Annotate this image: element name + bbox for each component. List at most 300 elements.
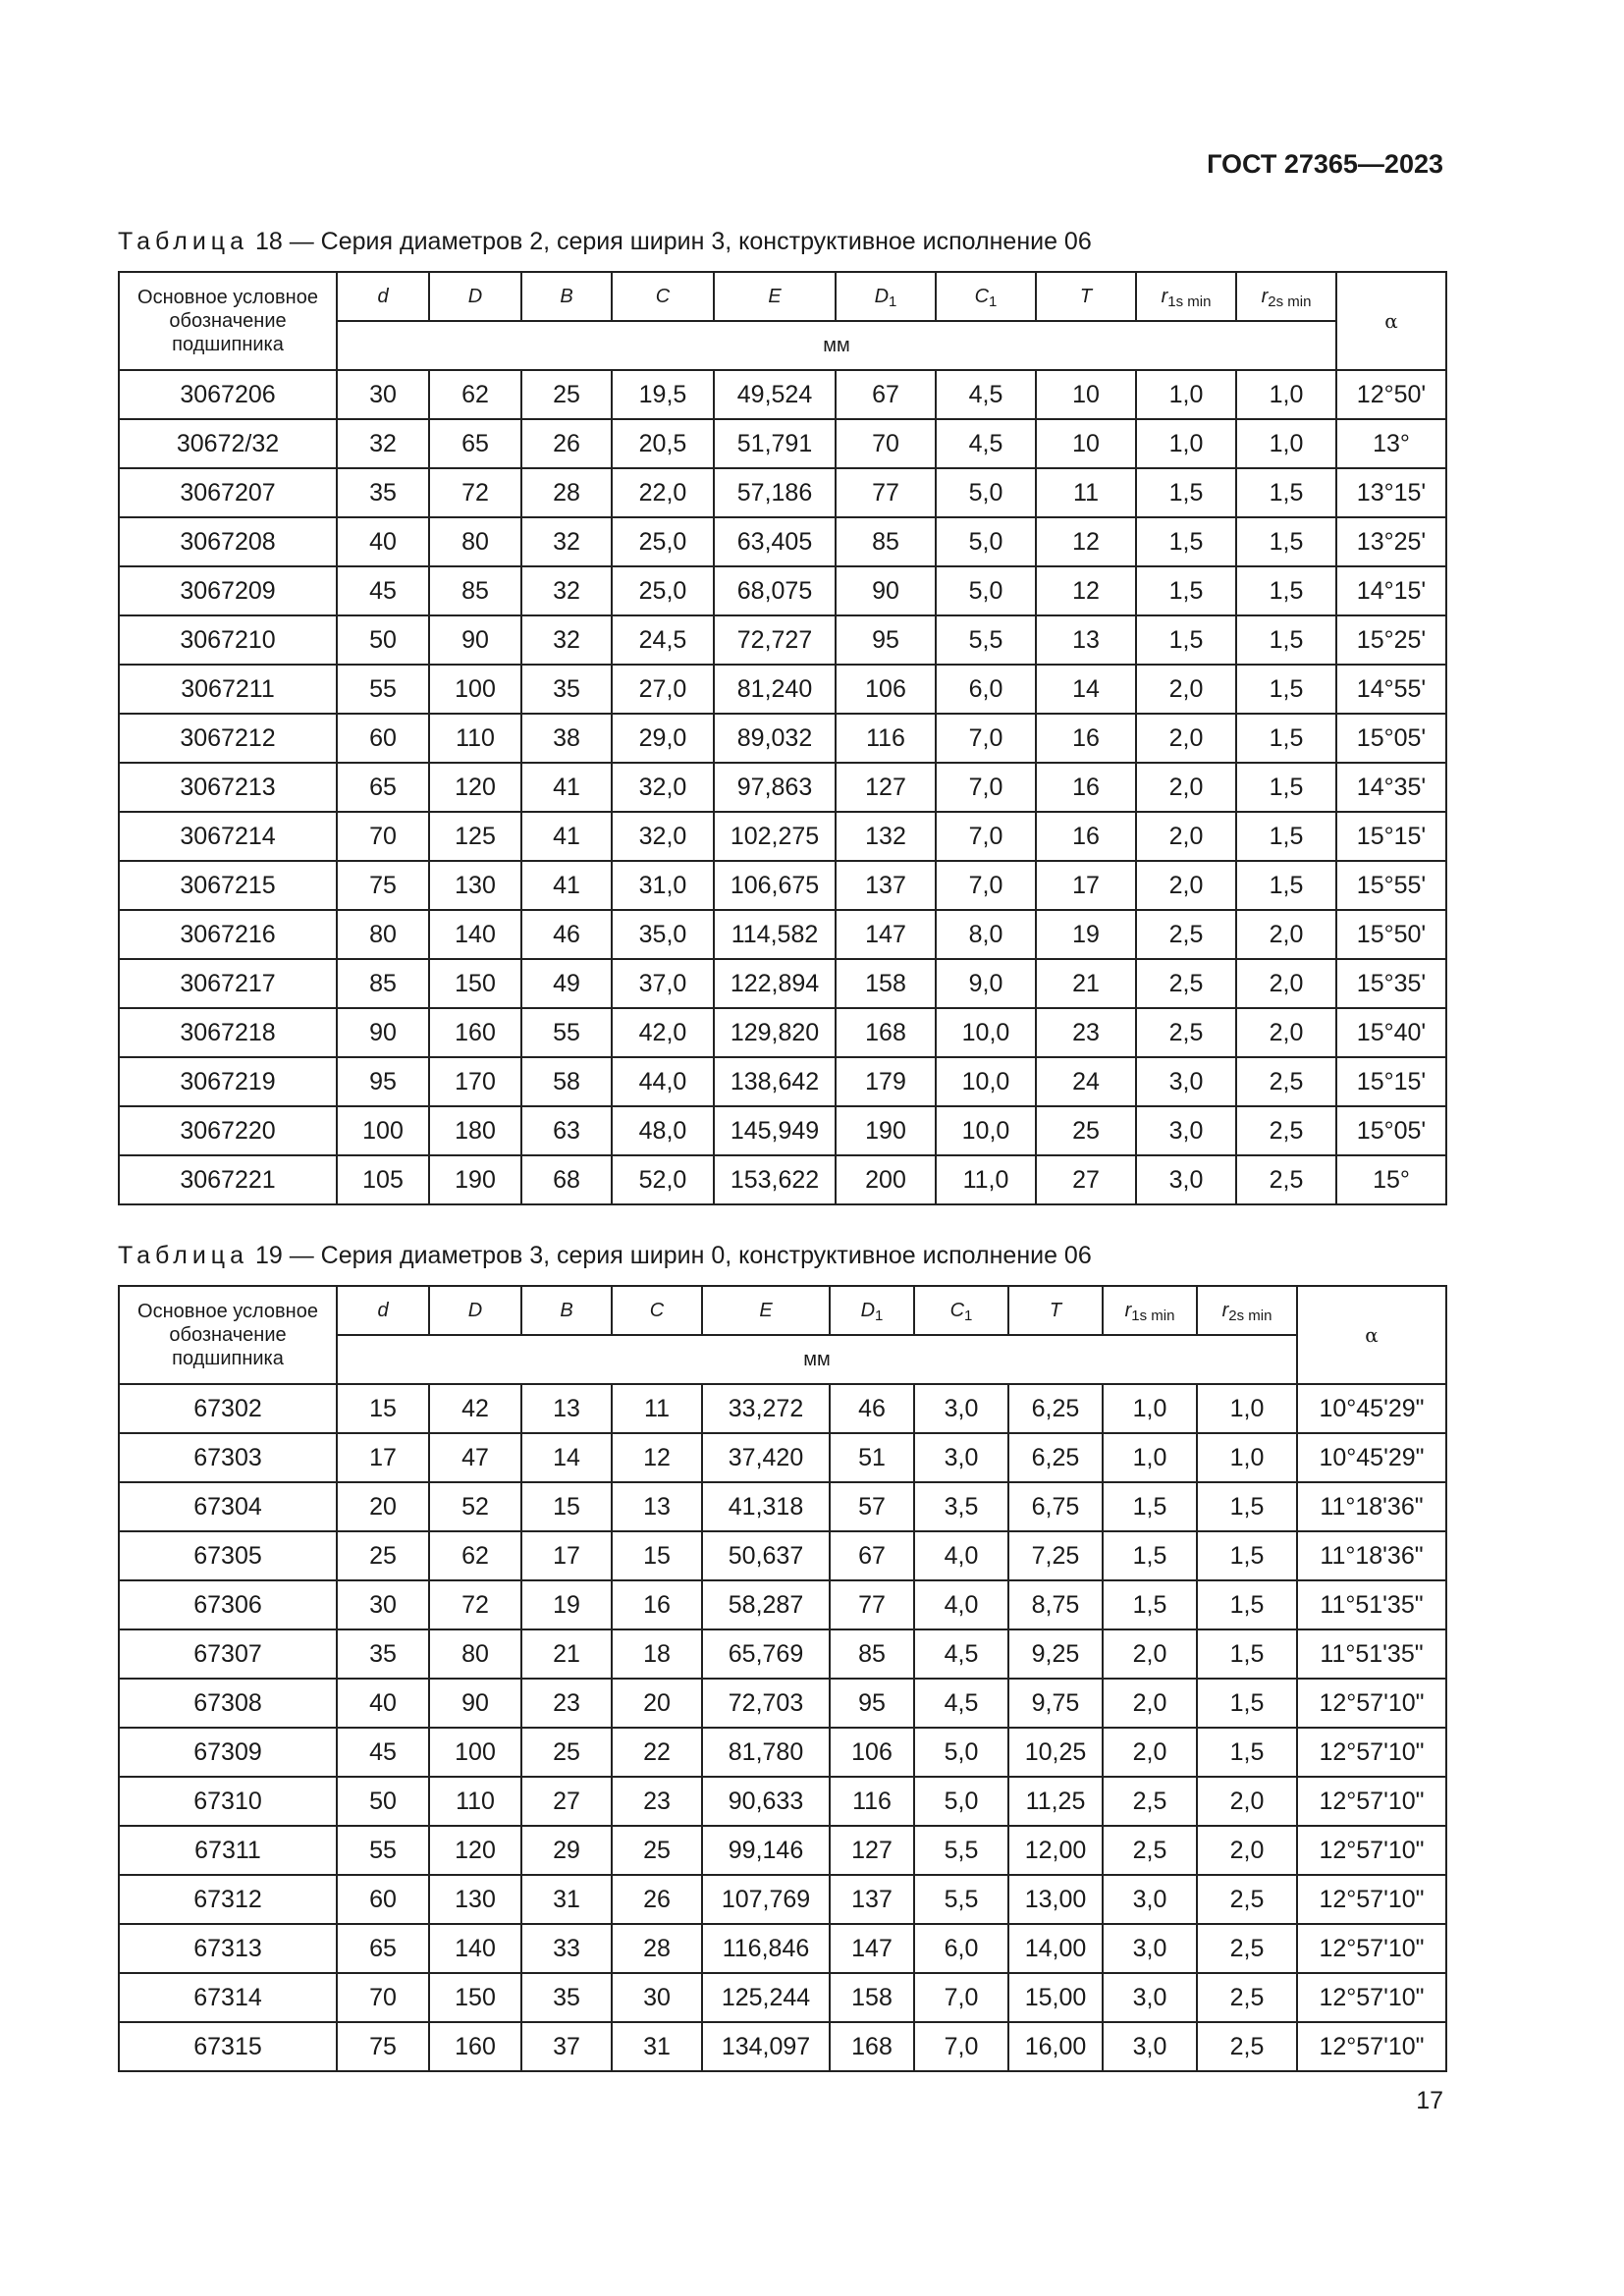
table-cell: 30672/32	[119, 419, 337, 468]
table18-col-r1: $r_{1s min}$	[1136, 272, 1236, 321]
table-cell: 67312	[119, 1875, 337, 1924]
table-cell: 67	[836, 370, 936, 419]
table-cell: 4,5	[914, 1679, 1008, 1728]
table-cell: 1,5	[1197, 1531, 1297, 1580]
table-cell: 1,0	[1197, 1384, 1297, 1433]
table-cell: 11,0	[936, 1155, 1036, 1204]
table-cell: 4,5	[936, 419, 1036, 468]
table-cell: 2,5	[1136, 910, 1236, 959]
table-cell: 25	[521, 370, 612, 419]
table-cell: 8,75	[1008, 1580, 1103, 1629]
table-cell: 1,5	[1236, 566, 1336, 615]
table-cell: 15°15'	[1336, 1057, 1446, 1106]
table-cell: 3067208	[119, 517, 337, 566]
table-cell: 14°15'	[1336, 566, 1446, 615]
table-cell: 11	[1036, 468, 1136, 517]
table-cell: 137	[830, 1875, 914, 1924]
table-cell: 46	[830, 1384, 914, 1433]
table-cell: 1,0	[1236, 419, 1336, 468]
table-cell: 33,272	[702, 1384, 830, 1433]
table-cell: 24,5	[612, 615, 714, 665]
table-cell: 114,582	[714, 910, 836, 959]
table-cell: 67315	[119, 2022, 337, 2071]
table-cell: 19	[521, 1580, 612, 1629]
table-cell: 41	[521, 861, 612, 910]
table-cell: 120	[429, 1826, 521, 1875]
table-cell: 3,0	[1103, 1875, 1197, 1924]
table-cell: 31	[612, 2022, 702, 2071]
table19-col-B: B	[521, 1286, 612, 1335]
table-cell: 14	[521, 1433, 612, 1482]
table19-col-designation: Основное условное обозначение подшипника	[119, 1286, 337, 1384]
table-cell: 140	[429, 1924, 521, 1973]
table-cell: 2,0	[1197, 1826, 1297, 1875]
table-cell: 9,0	[936, 959, 1036, 1008]
table-cell: 49	[521, 959, 612, 1008]
table18-col-designation: Основное условное обозначение подшипника	[119, 272, 337, 370]
table-cell: 97,863	[714, 763, 836, 812]
table-row	[119, 517, 1446, 566]
table-cell: 63,405	[714, 517, 836, 566]
table-cell: 1,5	[1103, 1531, 1197, 1580]
table-cell: 65	[429, 419, 521, 468]
table-cell: 1,5	[1236, 714, 1336, 763]
table-cell: 2,0	[1236, 959, 1336, 1008]
table19-label: Таблица	[118, 1242, 249, 1269]
table19-title: 19 — Серия диаметров 3, серия ширин 0, конструктивное исполнение 06	[254, 1242, 1092, 1269]
table-cell: 2,0	[1103, 1679, 1197, 1728]
table-row	[119, 763, 1446, 812]
table-cell: 2,5	[1197, 1973, 1297, 2022]
table-row	[119, 1008, 1446, 1057]
table-cell: 70	[337, 812, 429, 861]
table-cell: 1,5	[1236, 861, 1336, 910]
table18-col-B: B	[521, 272, 612, 321]
table-cell: 12°57'10"	[1297, 1973, 1446, 2022]
table-cell: 68,075	[714, 566, 836, 615]
table18-body	[119, 370, 1446, 1204]
table-cell: 160	[429, 1008, 521, 1057]
table-cell: 1,0	[1103, 1433, 1197, 1482]
table-cell: 8,0	[936, 910, 1036, 959]
table-cell: 19	[1036, 910, 1136, 959]
table-cell: 3067215	[119, 861, 337, 910]
table-cell: 81,240	[714, 665, 836, 714]
table19-unit: мм	[337, 1335, 1297, 1384]
table-cell: 50,637	[702, 1531, 830, 1580]
table19-col-r1: $r_{1s min}$	[1103, 1286, 1197, 1335]
table-cell: 49,524	[714, 370, 836, 419]
table-row	[119, 665, 1446, 714]
table-cell: 67303	[119, 1433, 337, 1482]
table-row	[119, 1973, 1446, 2022]
table-row	[119, 1482, 1446, 1531]
table-cell: 12°50'	[1336, 370, 1446, 419]
table-cell: 65	[337, 1924, 429, 1973]
table-row	[119, 1433, 1446, 1482]
table-cell: 3067214	[119, 812, 337, 861]
table-cell: 5,5	[914, 1875, 1008, 1924]
table-cell: 12	[1036, 517, 1136, 566]
table-cell: 95	[836, 615, 936, 665]
table-cell: 25	[1036, 1106, 1136, 1155]
table-cell: 58,287	[702, 1580, 830, 1629]
table-cell: 122,894	[714, 959, 836, 1008]
table-cell: 62	[429, 370, 521, 419]
table-cell: 127	[836, 763, 936, 812]
table-cell: 147	[830, 1924, 914, 1973]
table-cell: 85	[429, 566, 521, 615]
table-cell: 3067219	[119, 1057, 337, 1106]
table-cell: 7,0	[936, 714, 1036, 763]
table-cell: 5,5	[914, 1826, 1008, 1875]
table-cell: 14	[1036, 665, 1136, 714]
table-cell: 17	[1036, 861, 1136, 910]
table-cell: 13°	[1336, 419, 1446, 468]
table19-body	[119, 1384, 1446, 2071]
table-cell: 2,0	[1136, 665, 1236, 714]
table-cell: 14°55'	[1336, 665, 1446, 714]
table-cell: 13°25'	[1336, 517, 1446, 566]
table-cell: 1,5	[1236, 665, 1336, 714]
table-cell: 30	[337, 370, 429, 419]
table-cell: 4,5	[914, 1629, 1008, 1679]
table-row	[119, 370, 1446, 419]
table-cell: 37	[521, 2022, 612, 2071]
table-cell: 2,0	[1103, 1629, 1197, 1679]
table-cell: 5,0	[936, 566, 1036, 615]
table-cell: 14°35'	[1336, 763, 1446, 812]
table-cell: 12°57'10"	[1297, 1924, 1446, 1973]
table-cell: 3067207	[119, 468, 337, 517]
table-cell: 106	[836, 665, 936, 714]
table-cell: 32,0	[612, 812, 714, 861]
table-cell: 55	[337, 665, 429, 714]
table-cell: 26	[612, 1875, 702, 1924]
table-cell: 10°45'29"	[1297, 1384, 1446, 1433]
table-cell: 42,0	[612, 1008, 714, 1057]
table-row	[119, 714, 1446, 763]
table-cell: 1,5	[1236, 812, 1336, 861]
table-cell: 16	[1036, 714, 1136, 763]
table-row	[119, 861, 1446, 910]
table18-unit: мм	[337, 321, 1336, 370]
table-cell: 52	[429, 1482, 521, 1531]
table-cell: 27	[521, 1777, 612, 1826]
table-cell: 13°15'	[1336, 468, 1446, 517]
table-row	[119, 1826, 1446, 1875]
table-cell: 12°57'10"	[1297, 2022, 1446, 2071]
table-cell: 15°	[1336, 1155, 1446, 1204]
table-cell: 12°57'10"	[1297, 1777, 1446, 1826]
table-cell: 25	[521, 1728, 612, 1777]
table-cell: 2,5	[1236, 1106, 1336, 1155]
table-cell: 1,5	[1197, 1580, 1297, 1629]
table-cell: 7,0	[936, 812, 1036, 861]
table-cell: 14,00	[1008, 1924, 1103, 1973]
table-cell: 35	[337, 468, 429, 517]
table-cell: 116	[830, 1777, 914, 1826]
table-cell: 1,5	[1136, 566, 1236, 615]
table-cell: 67314	[119, 1973, 337, 2022]
table-cell: 10,25	[1008, 1728, 1103, 1777]
table19-caption	[118, 1242, 1092, 1270]
table-cell: 6,0	[914, 1924, 1008, 1973]
table-cell: 25,0	[612, 517, 714, 566]
table-cell: 85	[836, 517, 936, 566]
table-cell: 100	[429, 1728, 521, 1777]
table-cell: 3067213	[119, 763, 337, 812]
table-cell: 129,820	[714, 1008, 836, 1057]
table-cell: 57	[830, 1482, 914, 1531]
table-cell: 15°40'	[1336, 1008, 1446, 1057]
table-cell: 1,5	[1136, 517, 1236, 566]
table-row	[119, 1924, 1446, 1973]
table-cell: 21	[521, 1629, 612, 1679]
table-cell: 1,5	[1197, 1482, 1297, 1531]
table-cell: 67302	[119, 1384, 337, 1433]
table-cell: 125,244	[702, 1973, 830, 2022]
table-cell: 200	[836, 1155, 936, 1204]
table18	[118, 271, 1447, 1205]
table-cell: 132	[836, 812, 936, 861]
table-cell: 35	[337, 1629, 429, 1679]
table-cell: 7,0	[936, 861, 1036, 910]
table-cell: 2,5	[1197, 1924, 1297, 1973]
table18-caption	[118, 228, 1092, 256]
table-cell: 45	[337, 1728, 429, 1777]
table-cell: 158	[836, 959, 936, 1008]
table-cell: 2,5	[1136, 959, 1236, 1008]
table18-col-alpha: α	[1336, 272, 1446, 370]
table18-label: Таблица	[118, 228, 249, 255]
table-cell: 80	[429, 517, 521, 566]
table-cell: 51,791	[714, 419, 836, 468]
table-cell: 150	[429, 1973, 521, 2022]
table-cell: 65	[337, 763, 429, 812]
table-cell: 16	[1036, 763, 1136, 812]
table19-col-T: T	[1008, 1286, 1103, 1335]
table-cell: 67304	[119, 1482, 337, 1531]
table-cell: 180	[429, 1106, 521, 1155]
table-cell: 2,0	[1136, 714, 1236, 763]
table-cell: 102,275	[714, 812, 836, 861]
table-cell: 65,769	[702, 1629, 830, 1679]
table-cell: 1,5	[1136, 615, 1236, 665]
table-cell: 15°25'	[1336, 615, 1446, 665]
table-cell: 72,703	[702, 1679, 830, 1728]
table-cell: 67305	[119, 1531, 337, 1580]
table-cell: 15	[337, 1384, 429, 1433]
table-cell: 110	[429, 1777, 521, 1826]
table-cell: 28	[612, 1924, 702, 1973]
table-cell: 6,0	[936, 665, 1036, 714]
table-cell: 24	[1036, 1057, 1136, 1106]
table-cell: 72,727	[714, 615, 836, 665]
table-cell: 15°05'	[1336, 714, 1446, 763]
table-cell: 125	[429, 812, 521, 861]
table-cell: 72	[429, 468, 521, 517]
table-row	[119, 1106, 1446, 1155]
table-cell: 130	[429, 861, 521, 910]
table-row	[119, 1679, 1446, 1728]
table-cell: 3,0	[1136, 1106, 1236, 1155]
table-cell: 13	[1036, 615, 1136, 665]
table-cell: 3067211	[119, 665, 337, 714]
table-row	[119, 1875, 1446, 1924]
table18-col-E: E	[714, 272, 836, 321]
table-cell: 107,769	[702, 1875, 830, 1924]
table-row	[119, 910, 1446, 959]
table-cell: 2,0	[1136, 861, 1236, 910]
table-cell: 4,0	[914, 1531, 1008, 1580]
table-cell: 90	[836, 566, 936, 615]
table-cell: 11°18'36"	[1297, 1482, 1446, 1531]
table18-col-D: D	[429, 272, 521, 321]
table-cell: 67306	[119, 1580, 337, 1629]
table-cell: 90	[337, 1008, 429, 1057]
table-cell: 55	[337, 1826, 429, 1875]
table-cell: 11°18'36"	[1297, 1531, 1446, 1580]
table-cell: 158	[830, 1973, 914, 2022]
table-cell: 25	[612, 1826, 702, 1875]
table-cell: 32	[521, 566, 612, 615]
table19-col-C1: $C_1$	[914, 1286, 1008, 1335]
table-cell: 31,0	[612, 861, 714, 910]
table-cell: 35	[521, 665, 612, 714]
table-cell: 2,0	[1136, 812, 1236, 861]
table-cell: 75	[337, 2022, 429, 2071]
table-cell: 10	[1036, 370, 1136, 419]
table-cell: 29,0	[612, 714, 714, 763]
table-cell: 150	[429, 959, 521, 1008]
table-cell: 70	[337, 1973, 429, 2022]
table-cell: 5,0	[914, 1777, 1008, 1826]
table-cell: 77	[830, 1580, 914, 1629]
table-cell: 168	[830, 2022, 914, 2071]
table-cell: 6,75	[1008, 1482, 1103, 1531]
table-cell: 2,5	[1103, 1777, 1197, 1826]
table-cell: 32,0	[612, 763, 714, 812]
table-cell: 29	[521, 1826, 612, 1875]
table-cell: 10,0	[936, 1008, 1036, 1057]
table-cell: 15°35'	[1336, 959, 1446, 1008]
table-cell: 15°05'	[1336, 1106, 1446, 1155]
table-cell: 32	[521, 615, 612, 665]
table-cell: 52,0	[612, 1155, 714, 1204]
table18-col-T: T	[1036, 272, 1136, 321]
table-cell: 85	[830, 1629, 914, 1679]
table-row	[119, 566, 1446, 615]
table-cell: 3,0	[1136, 1057, 1236, 1106]
table-cell: 2,5	[1236, 1057, 1336, 1106]
table-cell: 19,5	[612, 370, 714, 419]
table-cell: 12	[1036, 566, 1136, 615]
table-row	[119, 615, 1446, 665]
table-cell: 41	[521, 763, 612, 812]
table-cell: 38	[521, 714, 612, 763]
table19	[118, 1285, 1447, 2072]
table-cell: 47	[429, 1433, 521, 1482]
table-cell: 127	[830, 1826, 914, 1875]
table-cell: 33	[521, 1924, 612, 1973]
table19-col-alpha: α	[1297, 1286, 1446, 1384]
table-row	[119, 1777, 1446, 1826]
table-cell: 28	[521, 468, 612, 517]
table-cell: 30	[612, 1973, 702, 2022]
table-cell: 42	[429, 1384, 521, 1433]
table-cell: 13	[612, 1482, 702, 1531]
table18-col-D1: $D_1$	[836, 272, 936, 321]
table-cell: 40	[337, 1679, 429, 1728]
table-cell: 62	[429, 1531, 521, 1580]
table-cell: 170	[429, 1057, 521, 1106]
table-cell: 153,622	[714, 1155, 836, 1204]
table-cell: 3,0	[1103, 1924, 1197, 1973]
table-cell: 12°57'10"	[1297, 1875, 1446, 1924]
table-cell: 3067210	[119, 615, 337, 665]
table-cell: 3,0	[1103, 1973, 1197, 2022]
table-cell: 116	[836, 714, 936, 763]
table-cell: 67	[830, 1531, 914, 1580]
table-cell: 5,0	[936, 517, 1036, 566]
table-cell: 32	[521, 517, 612, 566]
table-cell: 67307	[119, 1629, 337, 1679]
table-cell: 17	[337, 1433, 429, 1482]
table-cell: 6,25	[1008, 1433, 1103, 1482]
table-cell: 23	[521, 1679, 612, 1728]
table-row	[119, 2022, 1446, 2071]
table-cell: 13,00	[1008, 1875, 1103, 1924]
table-cell: 15°15'	[1336, 812, 1446, 861]
table-cell: 1,0	[1103, 1384, 1197, 1433]
table-cell: 179	[836, 1057, 936, 1106]
table-cell: 41	[521, 812, 612, 861]
table-cell: 1,0	[1197, 1433, 1297, 1482]
table-cell: 27,0	[612, 665, 714, 714]
table-row	[119, 812, 1446, 861]
table-cell: 2,0	[1197, 1777, 1297, 1826]
table-cell: 15	[612, 1531, 702, 1580]
table-cell: 3067218	[119, 1008, 337, 1057]
table-cell: 2,5	[1236, 1155, 1336, 1204]
table18-col-C1: $C_1$	[936, 272, 1036, 321]
table19-col-E: E	[702, 1286, 830, 1335]
table-cell: 68	[521, 1155, 612, 1204]
table-cell: 13	[521, 1384, 612, 1433]
table-cell: 46	[521, 910, 612, 959]
table-cell: 160	[429, 2022, 521, 2071]
table19-col-C: C	[612, 1286, 702, 1335]
table-cell: 3067217	[119, 959, 337, 1008]
table-cell: 80	[429, 1629, 521, 1679]
table-cell: 90,633	[702, 1777, 830, 1826]
table-cell: 1,0	[1136, 419, 1236, 468]
table-cell: 9,25	[1008, 1629, 1103, 1679]
table-cell: 31	[521, 1875, 612, 1924]
table-cell: 1,5	[1103, 1580, 1197, 1629]
table-cell: 48,0	[612, 1106, 714, 1155]
table-cell: 2,5	[1197, 1875, 1297, 1924]
table-cell: 7,0	[914, 1973, 1008, 2022]
table-row	[119, 1155, 1446, 1204]
table-cell: 90	[429, 615, 521, 665]
table-cell: 2,0	[1236, 1008, 1336, 1057]
table-cell: 2,0	[1136, 763, 1236, 812]
table-cell: 120	[429, 763, 521, 812]
table-cell: 138,642	[714, 1057, 836, 1106]
table-cell: 37,420	[702, 1433, 830, 1482]
